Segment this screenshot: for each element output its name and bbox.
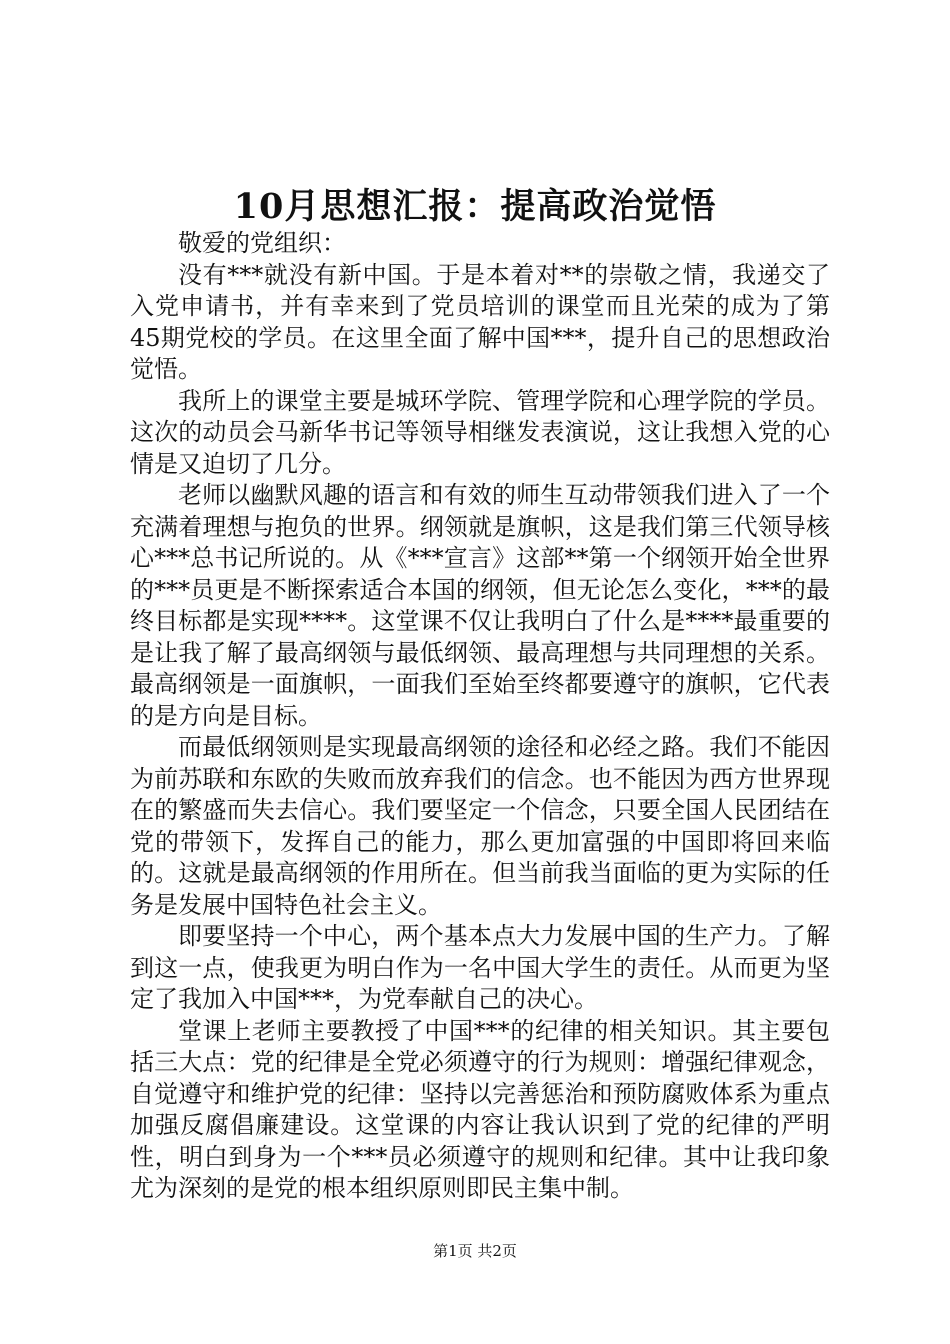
paragraph: 而最低纲领则是实现最高纲领的途径和必经之路。我们不能因为前苏联和东欧的失败而放弃我们的信念。也不能因为西方世界现在的繁盛而失去信心。我们要坚定一个信念，只要全国人民团结在党的带领下，发挥自己的能力，那么更加富强的中国即将回来临的。这就是最高纲领的作用所在。但当前我当面临的更为实际的任务是发展中国特色社会主义。: [130, 733, 830, 919]
document-title: 10月思想汇报：提高政治觉悟: [233, 186, 717, 227]
paragraph: 没有***就没有新中国。于是本着对**的崇敬之情，我递交了入党申请书，并有幸来到了党员培训的课堂而且光荣的成为了第45期党校的学员。在这里全面了解中国***，提升自己的思想政治觉悟。: [130, 260, 830, 383]
paragraph: 我所上的课堂主要是城环学院、管理学院和心理学院的学员。这次的动员会马新华书记等领导相继发表演说，这让我想入党的心情是又迫切了几分。: [130, 386, 830, 478]
document-body: [130, 228, 830, 1205]
paragraph: 堂课上老师主要教授了中国***的纪律的相关知识。其主要包括三大点：党的纪律是全党必须遵守的行为规则：增强纪律观念，自觉遵守和维护党的纪律：坚持以完善惩治和预防腐败体系为重点加强反腐倡廉建设。这堂课的内容让我认识到了党的纪律的严明性，明白到身为一个***员必须遵守的规则和纪律。其中让我印象尤为深刻的是党的根本组织原则即民主集中制。: [130, 1016, 830, 1202]
paragraph: 老师以幽默风趣的语言和有效的师生互动带领我们进入了一个充满着理想与抱负的世界。纲领就是旗帜，这是我们第三代领导核心***总书记所说的。从《***宣言》这部**第一个纲领开始全世界的***员更是不断探索适合本国的纲领，但无论怎么变化，***的最终目标都是实现****。这堂课不仅让我明白了什么是****最重要的是让我了解了最高纲领与最低纲领、最高理想与共同理想的关系。最高纲领是一面旗帜，一面我们至始至终都要遵守的旗帜，它代表的是方向是目标。: [130, 481, 830, 730]
salutation: 敬爱的党组织：: [178, 229, 346, 257]
page-footer: 第1页 共2页: [433, 1242, 517, 1260]
paragraph: 即要坚持一个中心，两个基本点大力发展中国的生产力。了解到这一点，使我更为明白作为一名中国大学生的责任。从而更为坚定了我加入中国***，为党奉献自己的决心。: [130, 922, 830, 1013]
